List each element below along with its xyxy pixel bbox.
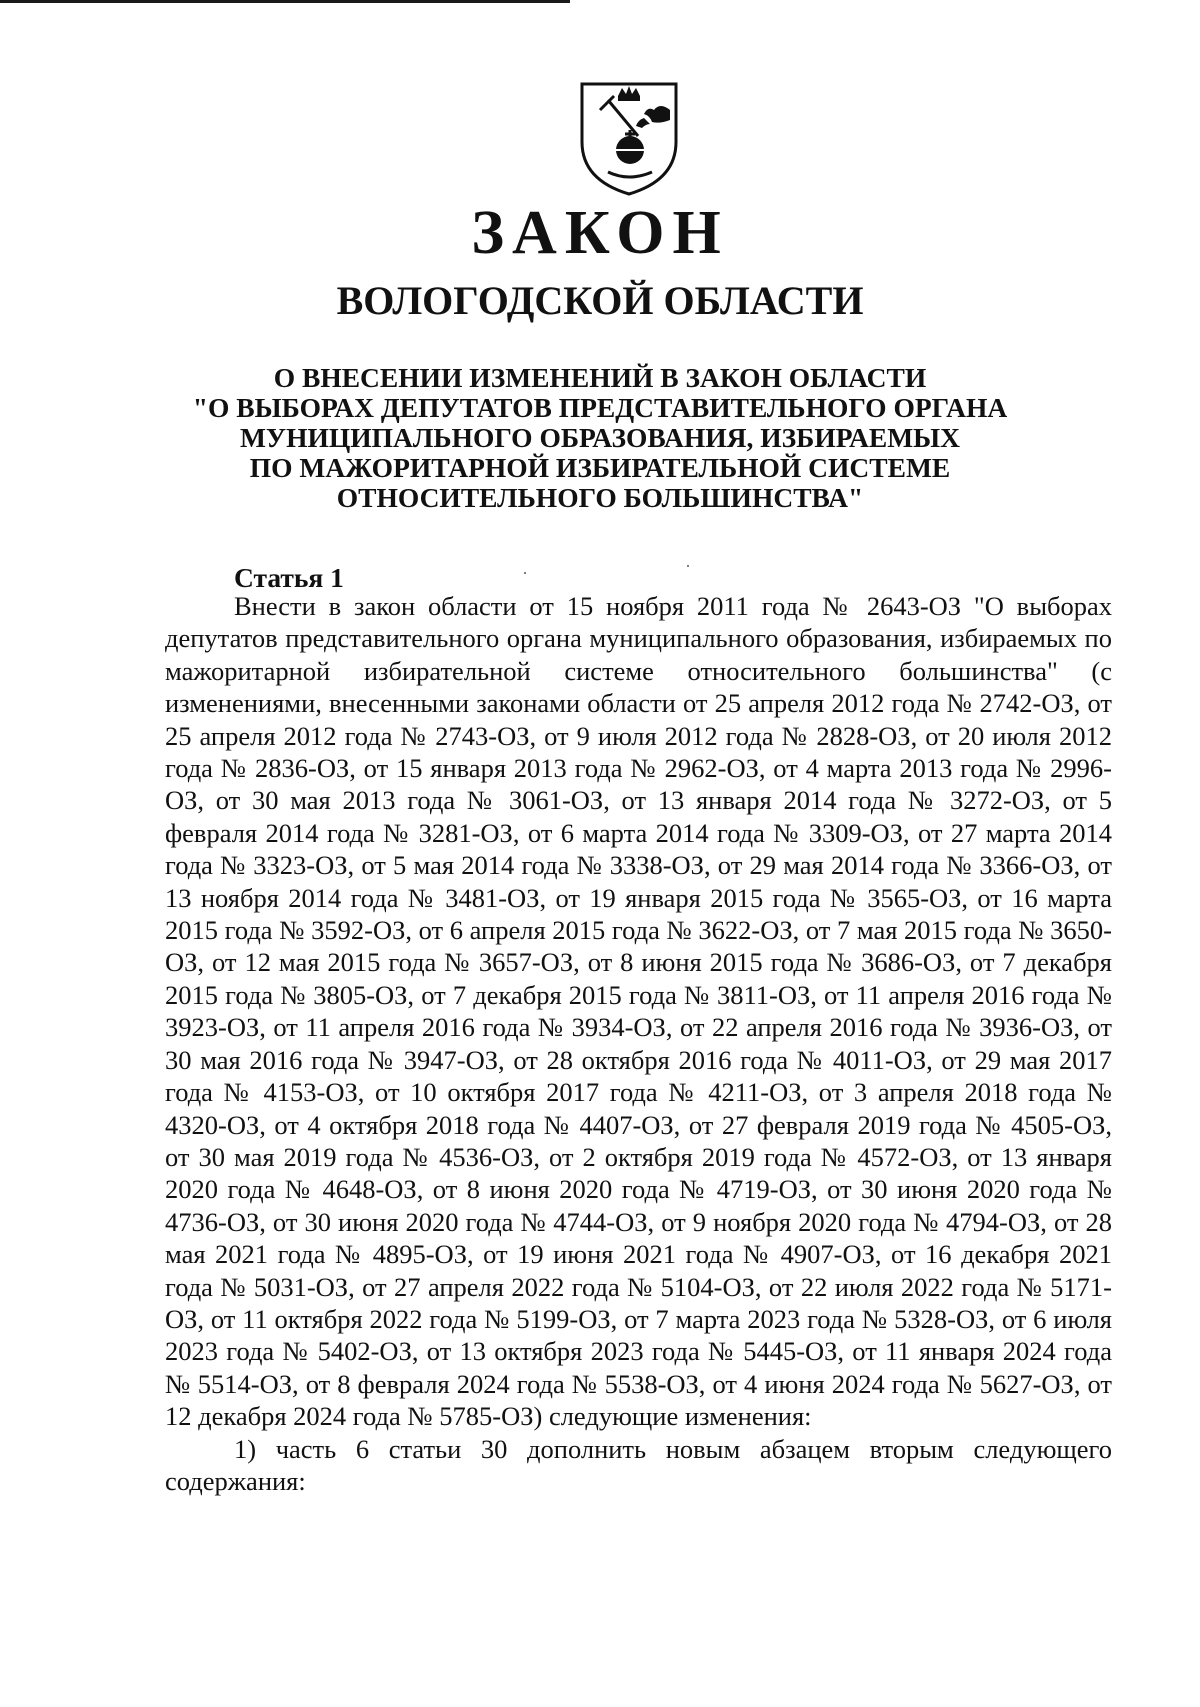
subtitle-line: О ВНЕСЕНИИ ИЗМЕНЕНИЙ В ЗАКОН ОБЛАСТИ [273, 362, 927, 393]
subtitle-line: ОТНОСИТЕЛЬНОГО БОЛЬШИНСТВА" [336, 482, 864, 513]
scan-speck [687, 565, 689, 567]
subtitle-line: МУНИЦИПАЛЬНОГО ОБРАЗОВАНИЯ, ИЗБИРАЕМЫХ [239, 422, 961, 453]
document-title: ЗАКОН [471, 199, 729, 267]
paragraph: 1) часть 6 статьи 30 дополнить новым абзацем вторым следующего содержания: [165, 1433, 1112, 1496]
subtitle-line: "О ВЫБОРАХ ДЕПУТАТОВ ПРЕДСТАВИТЕЛЬНОГО ОРГАНА [192, 392, 1008, 423]
article-heading: Статья 1 [234, 562, 344, 593]
law-subtitle [140, 363, 1060, 513]
region-title: ВОЛОГОДСКОЙ ОБЛАСТИ [336, 278, 864, 323]
paragraph: Внести в закон области от 15 ноября 2011 года № 2643-ОЗ "О выборах депутатов представительного органа муниципального образования, избираемых по мажоритарной избирательной системе относительного большинства" (с изменениями, внесенными законами области от 25 апреля 2012 года № 2742-ОЗ, от 25 апреля 2012 года № 2743-ОЗ, от 9 июля 2012 года № 2828-ОЗ, от 20 июля 2012 года № 2836-ОЗ, от 15 января 2013 года № 2962-ОЗ, от 4 марта 2013 года № 2996-ОЗ, от 30 мая 2013 года № 3061-ОЗ, от 13 января 2014 года № 3272-ОЗ, от 5 февраля 2014 года № 3281-ОЗ, от 6 марта 2014 года № 3309-ОЗ, от 27 марта 2014 года № 3323-ОЗ, от 5 мая 2014 года № 3338-ОЗ, от 29 мая 2014 года № 3366-ОЗ, от 13 ноября 2014 года № 3481-ОЗ, от 19 января 2015 года № 3565-ОЗ, от 16 марта 2015 года № 3592-ОЗ, от 6 апреля 2015 года № 3622-ОЗ, от 7 мая 2015 года № 3650-ОЗ, от 12 мая 2015 года № 3657-ОЗ, от 8 июня 2015 года № 3686-ОЗ, от 7 декабря 2015 года № 3805-ОЗ, от 7 декабря 2015 года № 3811-ОЗ, от 11 апреля 2016 года № 3923-ОЗ, от 11 апреля 2016 года № 3934-ОЗ, от 22 апреля 2016 года № 3936-ОЗ, от 30 мая 2016 года № 3947-ОЗ, от 28 октября 2016 года № 4011-ОЗ, от 29 мая 2017 года № 4153-ОЗ, от 10 октября 2017 года № 4211-ОЗ, от 3 апреля 2018 года № 4320-ОЗ, от 4 октября 2018 года № 4407-ОЗ, от 27 февраля 2019 года № 4505-ОЗ, от 30 мая 2019 года № 4536-ОЗ, от 2 октября 2019 года № 4572-ОЗ, от 13 января 2020 года № 4648-ОЗ, от 8 июня 2020 года № 4719-ОЗ, от 30 июня 2020 года № 4736-ОЗ, от 30 июня 2020 года № 4744-ОЗ, от 9 ноября 2020 года № 4794-ОЗ, от 28 мая 2021 года № 4895-ОЗ, от 19 июня 2021 года № 4907-ОЗ, от 16 декабря 2021 года № 5031-ОЗ, от 27 апреля 2022 года № 5104-ОЗ, от 22 июля 2022 года № 5171-ОЗ, от 11 октября 2022 года № 5199-ОЗ, от 7 марта 2023 года № 5328-ОЗ, от 6 июля 2023 года № 5402-ОЗ, от 13 октября 2023 года № 5445-ОЗ, от 11 января 2024 года № 5514-ОЗ, от 8 февраля 2024 года № 5538-ОЗ, от 4 июня 2024 года № 5627-ОЗ, от 12 декабря 2024 года № 5785-ОЗ) следующие изменения: [165, 591, 1112, 1432]
scan-edge-line [0, 0, 570, 3]
subtitle-line: ПО МАЖОРИТАРНОЙ ИЗБИРАТЕЛЬНОЙ СИСТЕМЕ [249, 452, 951, 483]
scan-speck [524, 572, 526, 574]
vologda-coat-of-arms-icon [578, 80, 680, 198]
article-body [165, 590, 1112, 1497]
